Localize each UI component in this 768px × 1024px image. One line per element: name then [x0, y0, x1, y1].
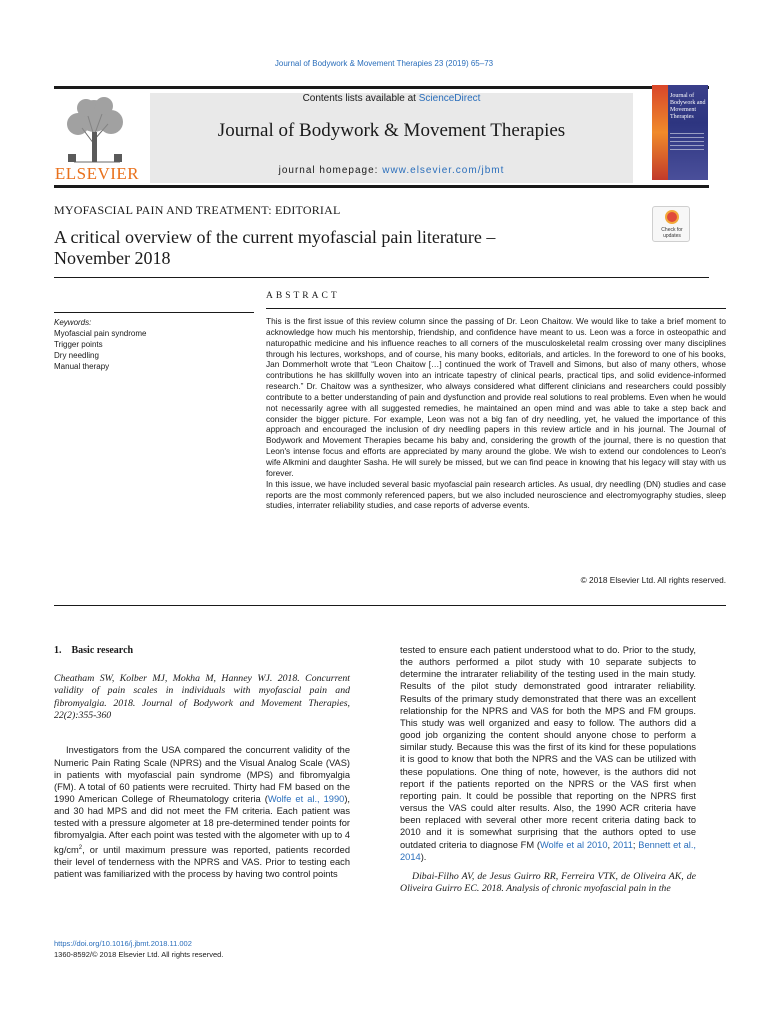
citation-link[interactable]: Wolfe et al 2010 — [539, 839, 608, 850]
left-column — [54, 645, 350, 880]
contents-line — [150, 93, 633, 104]
abstract-end-rule — [54, 605, 726, 606]
article-title: A critical overview of the current myofascial pain literature – November 2018 — [54, 227, 496, 268]
abstract-heading: ABSTRACT — [266, 291, 340, 301]
reference-citation: Dibai-Filho AV, de Jesus Guirro RR, Ferreira VTK, de Oliveira AK, de Oliveira Guirro EC. 2018. Analysis of chronic myofascial pain in the — [400, 870, 696, 895]
keywords-heading: Keywords: — [54, 318, 92, 327]
cover-decoration — [670, 133, 704, 153]
body-paragraph: Investigators from the USA compared the concurrent validity of the Numeric Pain Rating Scale (NPRS) and the Visual Analog Scale (VAS) in patients with myofascial pain syndrome (MPS) and fibromyalgia (FM). A total of 60 patients were recruited. Thirty had FM based on the 1990 American College of Rheumatology criteria (Wolfe et al., 1990), and 30 had MPS and did not meet the FM criteria. Each patient was tested with a pressure algometer at 18 pre-determined tender points for fibromyalgia. After each point was tested with the algometer with up to 4 $kg/cm^2$, or until maximum pressure was reported, patients recorded their level of tenderness with the NPRS and VAS. Prior to testing each patient was familiarized with the process by having two control points — [54, 745, 351, 879]
keyword-item: Trigger points — [54, 340, 103, 349]
cover-title: Journal of Bodywork and Movement Therapies — [670, 93, 706, 120]
sciencedirect-link[interactable]: ScienceDirect — [418, 93, 481, 104]
check-updates-label: Check for updates — [661, 227, 683, 239]
abstract-rule — [266, 308, 726, 309]
homepage-link[interactable]: www.elsevier.com/jbmt — [382, 165, 505, 176]
journal-homepage — [150, 165, 633, 176]
masthead-rule-top — [54, 86, 709, 89]
keywords-rule — [54, 312, 254, 313]
body-paragraph: tested to ensure each patient understood what to do. Prior to the study, the authors performed a pilot study with 10 separate subjects to determine the intrarater reliability of the testing used in the main study. Results of the pilot study demonstrated good intrarater reliability. Results of the primary study demonstrated that there was an excellent relationship for the NPRS and VAS for both the MPS and FM groups. This study was well organized and easy to follow. The authors did a good job organizing the content should anyone chose to perform a similar study. Because this was the first of its kind for these populations it is good to know that both the NPRS and the VAS can be utilized with these populations. One thing of note, however, is the authors did not report if the patients reported on the NPRS or the VAS first when reporting pain. It could be possible that reporting on the NPRS first versus the VAS could alter results. Also, the 1990 ACR criteria have been replaced with several other more recent criteria dating back to 2010 and it is somewhat surprising that the authors opted to use outdated criteria to diagnose FM (Wolfe et al 2010, 2011; Bennett et al., 2014). — [400, 645, 696, 862]
abstract-copyright: © 2018 Elsevier Ltd. All rights reserved. — [580, 575, 726, 585]
citation-link[interactable]: 2011 — [612, 839, 633, 850]
check-for-updates-button[interactable] — [652, 206, 690, 242]
citation-link[interactable]: Bennett et al., 2014 — [400, 839, 696, 862]
title-rule — [54, 277, 709, 278]
journal-cover-image[interactable] — [652, 85, 708, 180]
right-column — [400, 644, 696, 895]
keywords-block — [54, 317, 254, 372]
publisher-name: ELSEVIER — [54, 164, 140, 183]
keyword-item: Dry needling — [54, 351, 99, 360]
homepage-prefix: journal homepage: — [278, 165, 383, 176]
abstract-text — [266, 316, 726, 511]
article-section: MYOFASCIAL PAIN AND TREATMENT: EDITORIAL — [54, 203, 341, 217]
masthead-rule-bottom — [54, 185, 709, 188]
abstract-paragraph: This is the first issue of this review column since the passing of Dr. Leon Chaitow. We would like to take a brief moment to acknowledge how much his mentorship, friendship, and confidence have meant to us. Leon was a force in osteopathic and naturopathic medicine and his influence reaches to all corners of the musculoskeletal realm crossing over many disciplines through his lectures, workshops, and of course, his many books, editorials, and articles. In the foreword to one of his books, Jan Dommerholt wrote that “Leon Chaitow […] continued the work of Travell and Simons, but also of many others, whose contributions he has skillfully woven into an intricate tapestry of clinical pearls, practical tips, and solid evidence-informed research.” Dr. Chaitow was a synthesizer, who always considered what different clinicians and researchers could possibly contribute to a better understanding of pain and dysfunction and provide real solutions to real problems. Even when he would not necessarily agree with all suggested remedies, he maintained an open mind and was able to take a step back and consider the bigger picture. For example, Leon was not a big fan of dry needling, yet, he valued the importance of this approach and encouraged the inclusion of dry needling papers in this review article and in his journal. The Journal of Bodywork and Movement Therapies became his baby and, considering the growth of the journal, there is no question that Leon's intense focus and efforts are appreciated by many around the globe. We wish to extend our condolences to Leon's wife Alkmini and daughter Sasha. He will surely be missed, but we can find peace in knowing that his legacy will stay with us forever. — [266, 316, 726, 478]
keyword-item: Manual therapy — [54, 362, 110, 371]
reference-citation: Cheatham SW, Kolber MJ, Mokha M, Hanney WJ. 2018. Concurrent validity of pain scales in individuals with myofascial pain and fibromyalgia. 2018. Journal of Bodywork and Movement Therapies, 22(2):355-360 — [54, 673, 350, 722]
keyword-item: Myofascial pain syndrome — [54, 329, 147, 338]
journal-citation[interactable]: Journal of Bodywork & Movement Therapies 23 (2019) 65–73 — [274, 59, 494, 68]
cover-stripe — [652, 85, 668, 180]
page-footer — [54, 938, 354, 960]
doi-link[interactable]: https://doi.org/10.1016/j.jbmt.2018.11.002 — [54, 939, 192, 948]
issn-copyright: 1360-8592/© 2018 Elsevier Ltd. All rights reserved. — [54, 950, 224, 959]
abstract-paragraph: In this issue, we have included several basic myofascial pain research articles. As usual, dry needling (DN) studies and case reports are the most commonly referenced papers, but we also included neuroscience and electromyography studies, sleep studies, interrater reliability studies, and case reports of adverse events. — [266, 478, 726, 511]
section-heading: 1. Basic research — [54, 645, 134, 656]
citation-link[interactable]: Wolfe et al., 1990 — [267, 793, 345, 804]
journal-title: Journal of Bodywork & Movement Therapies — [217, 120, 566, 141]
contents-prefix: Contents lists available at — [302, 93, 419, 104]
check-updates-icon — [665, 210, 679, 224]
